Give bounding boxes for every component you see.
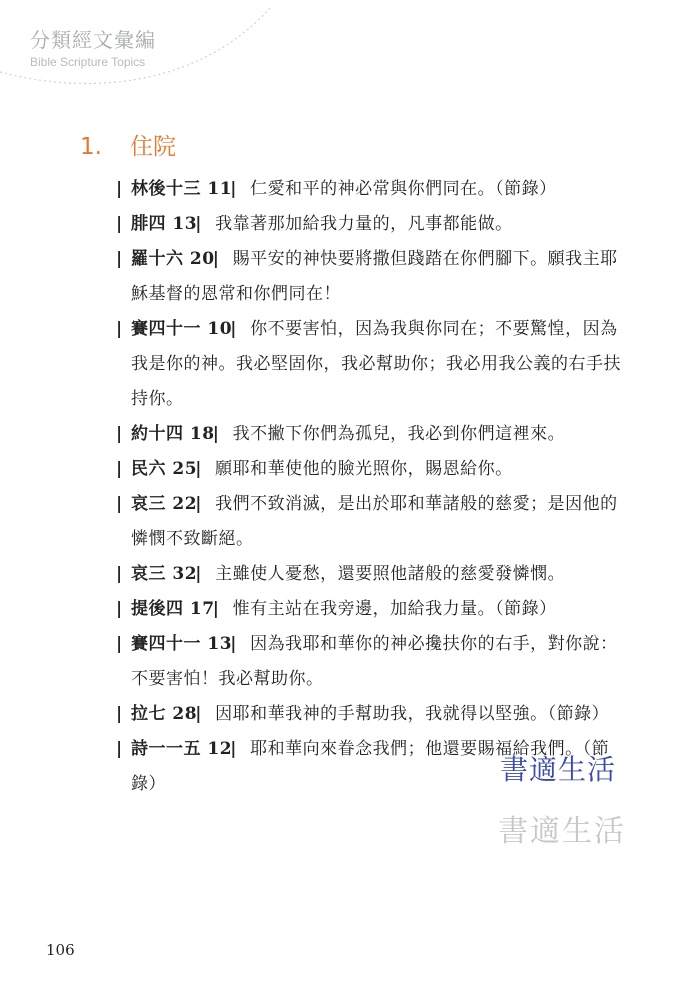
verse-bar: | (116, 739, 123, 759)
verse-list (116, 172, 622, 802)
verse-bar: | (116, 319, 123, 339)
verse-item (116, 732, 622, 802)
section-title: 住院 (130, 134, 176, 160)
verse-text: 因為我耶和華你的神必攙扶你的右手，對你說：不要害怕！我必幫助你。 (131, 634, 618, 689)
verse-bar: | (195, 214, 202, 234)
verse-bar: | (116, 494, 123, 514)
verse-text: 耶和華向來眷念我們；他還要賜福給我們。（節錄） (131, 739, 610, 794)
verse-text: 因耶和華我神的手幫助我，我就得以堅強。（節錄） (215, 704, 610, 724)
verse-bar: | (212, 424, 220, 444)
verse-text: 我不撇下你們為孤兒，我必到你們這裡來。 (232, 424, 566, 444)
book-title: 分類經文彙編 (30, 28, 156, 52)
verse-item (116, 312, 622, 417)
verse-bar: | (195, 494, 202, 514)
verse-bar: | (230, 319, 237, 339)
verse-bar: | (116, 704, 123, 724)
verse-reference: 哀三 32 (131, 564, 198, 584)
verse-text: 我們不致消滅，是出於耶和華諸般的慈愛；是因他的憐憫不致斷絕。 (131, 494, 618, 549)
publisher-watermark: 書適生活 (500, 753, 617, 786)
verse-item (116, 452, 622, 487)
verse-item (116, 627, 622, 697)
verse-item (116, 207, 622, 242)
verse-text: 你不要害怕，因為我與你同在；不要驚惶，因為我是你的神。我必堅固你，我必幫助你；我必用我公義的右手扶持你。 (131, 319, 621, 409)
verse-item (116, 242, 622, 312)
section-number: 1. (80, 134, 102, 160)
verse-text: 願耶和華使他的臉光照你，賜恩給你。 (215, 459, 513, 479)
verse-reference: 詩一一五 12 (131, 739, 233, 759)
running-header (30, 28, 156, 70)
verse-reference: 林後十三 11 (131, 179, 233, 199)
publisher-watermark-shadow: 書適生活 (498, 814, 626, 849)
book-subtitle: Bible Scripture Topics (30, 55, 146, 69)
verse-reference: 羅十六 20 (131, 249, 215, 269)
verse-item (116, 487, 622, 557)
verse-text: 仁愛和平的神必常與你們同在。（節錄） (250, 179, 557, 199)
verse-bar: | (116, 214, 123, 234)
verse-reference: 腓四 13 (131, 214, 198, 234)
verse-bar: | (230, 634, 237, 654)
verse-bar: | (195, 564, 202, 584)
verse-text: 我靠著那加給我力量的，凡事都能做。 (215, 214, 513, 234)
verse-bar: | (116, 424, 123, 444)
section-heading (80, 132, 176, 162)
verse-reference: 拉七 28 (131, 704, 198, 724)
verse-bar: | (195, 704, 202, 724)
verse-bar: | (230, 739, 237, 759)
verse-bar: | (195, 459, 202, 479)
verse-bar: | (230, 179, 237, 199)
verse-bar: | (116, 179, 123, 199)
verse-bar: | (116, 249, 123, 269)
verse-item (116, 417, 622, 452)
verse-item (116, 592, 622, 627)
page-number: 106 (46, 941, 75, 959)
verse-text: 惟有主站在我旁邊，加給我力量。（節錄） (232, 599, 557, 619)
verse-item (116, 172, 622, 207)
verse-text: 賜平安的神快要將撒但踐踏在你們腳下。願我主耶穌基督的恩常和你們同在！ (131, 249, 618, 304)
verse-reference: 提後四 17 (131, 599, 215, 619)
verse-bar: | (116, 564, 123, 584)
verse-reference: 賽四十一 13 (131, 634, 233, 654)
verse-reference: 哀三 22 (131, 494, 198, 514)
verse-bar: | (116, 634, 123, 654)
verse-reference: 民六 25 (131, 459, 198, 479)
verse-bar: | (116, 599, 123, 619)
verse-text: 主雖使人憂愁，還要照他諸般的慈愛發憐憫。 (215, 564, 566, 584)
verse-bar: | (116, 459, 123, 479)
verse-item (116, 557, 622, 592)
verse-bar: | (212, 599, 220, 619)
verse-reference: 約十四 18 (131, 424, 215, 444)
verse-bar: | (212, 249, 220, 269)
verse-item (116, 697, 622, 732)
verse-reference: 賽四十一 10 (131, 319, 233, 339)
